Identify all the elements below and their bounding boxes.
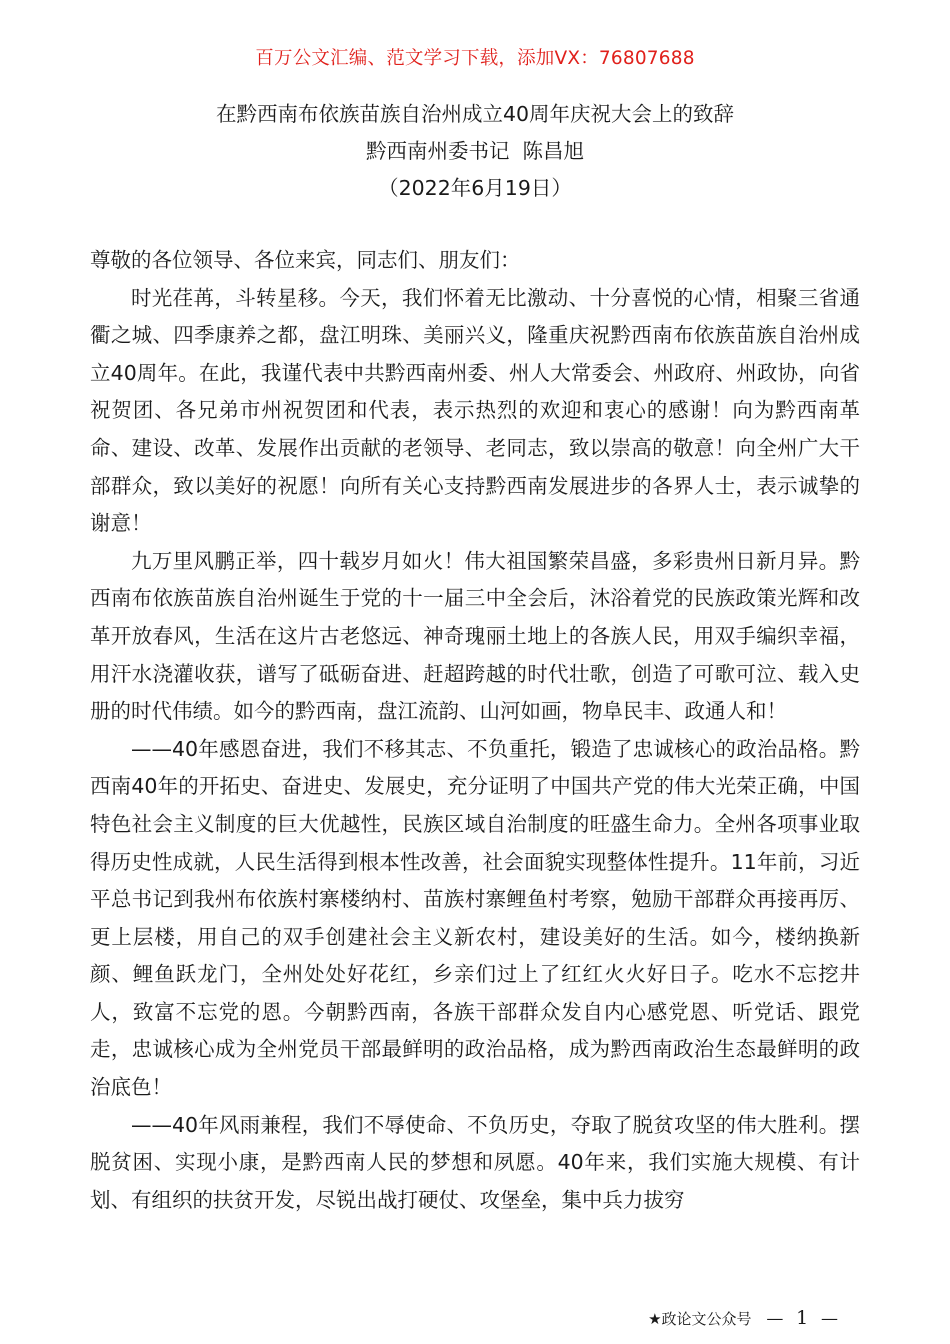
salutation: 尊敬的各位领导、各位来宾，同志们、朋友们： — [90, 248, 521, 272]
footer-dash-right: — — [821, 1309, 838, 1329]
paragraph: 时光荏苒，斗转星移。今天，我们怀着无比激动、十分喜悦的心情，相聚三省通衢之城、四季康养之都，盘江明珠、美丽兴义，隆重庆祝黔西南布依族苗族自治州成立40周年。在此，我谨代表中共黔西南州委、州人大常委会、州政府、州政协，向省祝贺团、各兄弟市州祝贺团和代表，表示热烈的欢迎和衷心的感谢！向为黔西南革命、建设、改革、发展作出贡献的老领导、老同志，致以崇高的敬意！向全州广大干部群众，致以美好的祝愿！向所有关心支持黔西南发展进步的各界人士，表示诚挚的谢意！ — [90, 285, 860, 536]
paragraph: 九万里风鹏正举，四十载岁月如火！伟大祖国繁荣昌盛，多彩贵州日新月异。黔西南布依族苗族自治州诞生于党的十一届三中全会后，沐浴着党的民族政策光辉和改革开放春风，生活在这片古老悠远、神奇瑰丽土地上的各族人民，用双手编织幸福，用汗水浇灌收获，谱写了砥砺奋进、赶超跨越的时代壮歌，创造了可歌可泣、载入史册的时代伟绩。如今的黔西南，盘江流韵、山河如画，物阜民丰、政通人和！ — [90, 548, 860, 724]
promo-banner: 百万公文汇编、范文学习下载，添加VX：76807688 — [255, 48, 695, 69]
paragraph: ——40年风雨兼程，我们不辱使命、不负历史，夺取了脱贫攻坚的伟大胜利。摆脱贫困、实现小康，是黔西南人民的梦想和夙愿。40年来，我们实施大规模、有计划、有组织的扶贫开发，尽锐出战打硬仗、攻堡垒，集中兵力拔穷 — [90, 1112, 860, 1212]
document-title: 在黔西南布依族苗族自治州成立40周年庆祝大会上的致辞 — [215, 102, 735, 126]
date-line: （2022年6月19日） — [378, 176, 572, 200]
page-footer — [648, 1308, 838, 1329]
document-body — [90, 242, 860, 1219]
header-block — [0, 96, 950, 207]
paragraph: ——40年感恩奋进，我们不移其志、不负重托，锻造了忠诚核心的政治品格。黔西南40年的开拓史、奋进史、发展史，充分证明了中国共产党的伟大光荣正确，中国特色社会主义制度的巨大优越性，民族区域自治制度的旺盛生命力。全州各项事业取得历史性成就，人民生活得到根本性改善，社会面貌实现整体性提升。11年前，习近平总书记到我州布依族村寨楼纳村、苗族村寨鲤鱼村考察，勉励干部群众再接再厉、更上层楼，用自己的双手创建社会主义新农村，建设美好的生活。如今，楼纳换新颜、鲤鱼跃龙门，全州处处好花红，乡亲们过上了红红火火好日子。吃水不忘挖井人，致富不忘党的恩。今朝黔西南，各族干部群众发自内心感党恩、听党话、跟党走，忠诚核心成为全州党员干部最鲜明的政治品格，成为黔西南政治生态最鲜明的政治底色！ — [90, 736, 860, 1100]
page-number: 1 — [796, 1307, 809, 1329]
footer-source: ★政论文公众号 — [648, 1310, 752, 1328]
footer-dash-left: — — [766, 1309, 784, 1329]
author-line: 黔西南州委书记 陈昌旭 — [365, 139, 585, 163]
